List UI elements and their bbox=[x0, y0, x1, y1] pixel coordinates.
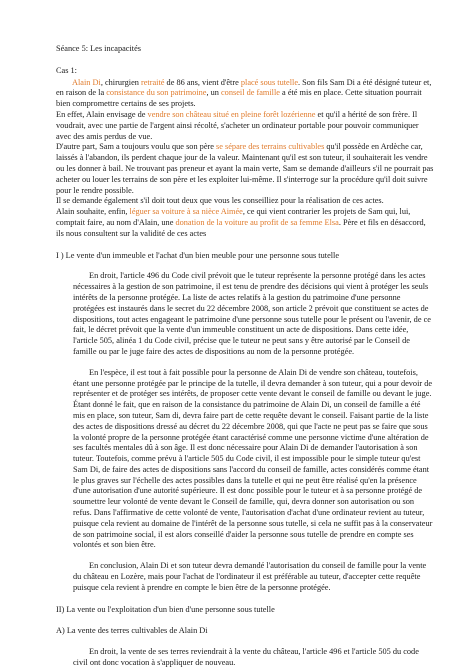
highlighted-fact: léguer sa voiture à sa nièce Aimée bbox=[129, 207, 243, 217]
case-text-run: D'autre part, Sam a toujours voulu que son père bbox=[56, 142, 217, 152]
case-text-run: , un bbox=[206, 88, 221, 98]
highlighted-fact: conseil de famille bbox=[221, 88, 280, 98]
case-text-run: a été mis en place. Cette situation pourrait bien compromettre certains de ses projets. bbox=[56, 88, 422, 109]
case-text-run: . Son fils Sam Di a été désigné tuteur et, en raison de la bbox=[56, 77, 432, 98]
case-text-run: Il se demande également s'il doit tout deux que vous les conseilliez pour la réalisation de ces actes. bbox=[56, 196, 384, 206]
section-1-heading: I ) Le vente d'un immeuble et l'achat d'un bien meuble pour une personne sous tutelle bbox=[56, 250, 340, 260]
section-1-paragraph-law: En droit, l'article 496 du Code civil prévoit que le tuteur représente la personne protégé dans les actes nécessaires à la gestion de son patrimoine, il est tenu de prendre des décisions qui vient à protéger les seuls intérêts de la personne protégée. La liste de actes relatifs à la gestion du patrimoine d'une personne protégées est instaurés dans le secret du 22 décembre 2008, son article 2 prévoit que constituent se actes de dispositions, tout actes engageant le patrimoine d'une personne sous tutelle pour le présent ou l'avenir, de ce fait, le décret prévoit que la vente d'un immeuble constituent un acte de dispositions. Dans cette idée, l'article 505, alinéa 1 du Code civil, précise que le tuteur ne peut sans y être autorisé par le Conseil de famille ou par le juge faire des actes de dispositions au nom de la personne protégée. bbox=[73, 271, 431, 356]
highlighted-fact: Alain Di bbox=[72, 77, 101, 87]
section-1-paragraph-case: En l'espèce, il est tout à fait possible pour la personne de Alain Di de vendre son château, toutefois, étant une personne protégée par le principe de la tutelle, il devra demander à son tuteur, qui a pour devoir de représenter et de protéger ses intérêts, de proposer cette vente devant le conseil de famille ou devant le juge. Étant donné le fait, que en raison de la consistance du patrimoine de Alain Di, un conseil de famille a été mis en place, son tuteur, Sam di, devra faire part de cette requête devant le conseil. Faisant partie de la liste des actes de dispositions dressé au décret du 22 décembre 2008, qui que l'acte ne peut pas se faire que sous la volonté propre de la personne protégée étant caractérisé comme une personne victime d'une altération de ses facultés mentales dû à son âge. Il est donc nécessaire pour Alain Di de demander l'autorisation à son tuteur. Toutefois, comme prévu à l'article 505 du Code civil, il est impossible pour le simple tuteur qu'est Sam Di, de faire des actes de dispositions sans l'accord du conseil de famille, actes considérés comme étant le plus graves sur l'échelle des actes possibles dans la tutelle et qui ne peut être réalisé qu'en la présence d'une autorisation d'une autorité supérieure. Il est donc possible pour le tuteur et à sa personne protégé de soumettre leur volonté de vente devant le Conseil de famille, qui, devra donner son autorisation ou son refus. Dans l'affirmative de cette volonté de vente, l'autorisation d'achat d'une ordinateur revient au tuteur, puisque cela revient au domaine de l'intérêt de la personne sous tutelle, si cela ne suffit pas à la conservateur de son patrimoine social, il est alors conseillé d'aider la personne sous tutelle de prendre en compte ses volontés et son bien être. bbox=[73, 367, 433, 550]
section-2-subheading: A) La vente des terres cultivables de Alain Di bbox=[56, 626, 208, 636]
case-statement bbox=[56, 78, 434, 240]
highlighted-fact: donation de la voiture au profit de sa femme Elsa bbox=[175, 217, 339, 227]
page-title: Séance 5: Les incapacités bbox=[56, 44, 142, 53]
highlighted-fact: vendre son château situé en pleine forêt lozérienne bbox=[147, 109, 316, 119]
case-text-run: En effet, Alain envisage de bbox=[56, 109, 148, 119]
case-text-run: , chirurgien bbox=[100, 77, 141, 87]
case-text-run: Alain souhaite, enfin, bbox=[56, 207, 130, 217]
case-text-run: . Père et fils en désaccord, ils nous consultent sur la validité de ces actes bbox=[56, 217, 426, 238]
section-1-conclusion: En conclusion, Alain Di et son tuteur devra demandé l'autorisation du conseil de famille pour la vente du château en Lozère, mais pour l'achat de l'ordinateur il est préférable au tuteur, d'accepter cette requête puisque cela revient à prendre en compte le bien être de la personne protégée. bbox=[73, 561, 427, 592]
highlighted-fact: se sépare des terrains cultivables bbox=[216, 142, 325, 152]
case-text-run: et qu'il a hérité de son frère. Il voudrait, avec une partie de l'argent ainsi récolté, s'acheter un ordinateur portable pour pouvoir communiquer avec des amis perdus de vue. bbox=[56, 109, 419, 141]
section-2-body bbox=[56, 647, 434, 669]
section-2-paragraph-law: En droit, la vente de ses terres reviendrait à la vente du château, l'article 496 et l'article 505 du code civil ont donc vocation à s'appliquer de nouveau. bbox=[73, 647, 419, 668]
highlighted-fact: retraité bbox=[140, 77, 165, 87]
section-2-heading: II) La vente ou l'exploitation d'un bien d'une personne sous tutelle bbox=[56, 604, 275, 614]
case-label: Cas 1: bbox=[56, 65, 77, 75]
case-text-run: de 86 ans, vient d'être bbox=[164, 77, 241, 87]
section-1-body bbox=[56, 271, 434, 593]
case-text-run: , ce qui vient contrarier les projets de Sam qui, lui, comptait faire, au nom d'Alain, une bbox=[56, 207, 411, 227]
case-text-run: qu'il possède en Ardèche car, laissés à l'abandon, ils perdent chaque jour de la valeur. Maintenant qu'il est son tuteur, il souhaiterait les vendre ou les donner à bail. Ne trouvant pas preneur et ayant la main verte, Sam se demande d'ailleurs s'il ne pourrait pas acheter ou louer les terrains de son père et les exploiter lui-même. Il s'interroge sur la procédure qu'il doit suivre pour le rendre possible. bbox=[56, 142, 434, 195]
highlighted-fact: placé sous tutelle bbox=[240, 77, 298, 87]
highlighted-fact: consistance du son patrimoine bbox=[106, 88, 207, 98]
